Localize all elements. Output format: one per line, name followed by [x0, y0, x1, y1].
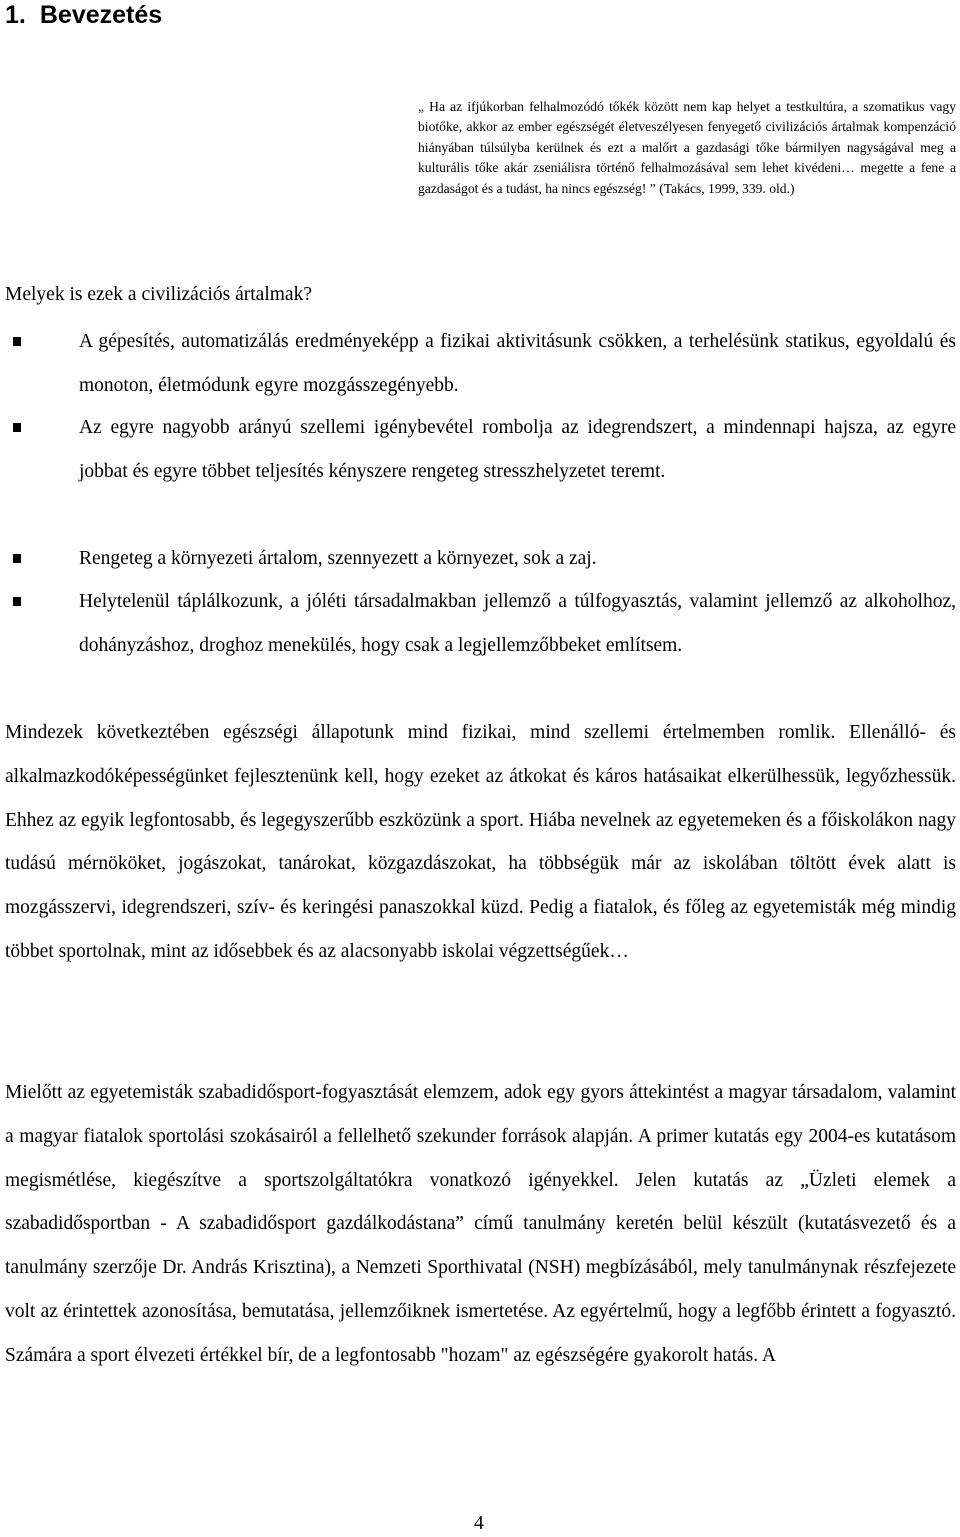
section-heading	[5, 0, 162, 30]
bullet-item	[79, 580, 956, 667]
square-bullet-icon	[13, 554, 21, 563]
square-bullet-icon	[13, 597, 21, 606]
body-paragraph: Mielőtt az egyetemisták szabadidősport-fogyasztását elemzem, adok egy gyors áttekintést a magyar társadalom, valamint a magyar fiatalok sportolási szokásairól a fellelhető szekunder források alapján. A primer kutatás egy 2004-es kutatásom megismétlése, kiegészítve a sportszolgáltatókra vonatkozó igényekkel. Jelen kutatás az „Üzleti elemek a szabadidősportban - A szabadidősport gazdálkodástana” című tanulmány keretén belül készült (kutatásvezető és a tanulmány szerzője Dr. András Krisztina), a Nemzeti Sporthivatal (NSH) megbízásából, mely tanulmánynak részfejezete volt az érintettek azonosítása, bemutatása, jellemzőiknek ismertetése. Az egyértelmű, hogy a legfőbb érintett a fogyasztó. Számára a sport élvezeti értékkel bír, de a legfontosabb "hozam" az egészségére gyakorolt hatás. A	[5, 1082, 956, 1366]
section-title: Bevezetés	[39, 1, 163, 29]
bullet-text: Az egyre nagyobb arányú szellemi igénybevétel rombolja az idegrendszert, a mindennapi hajsza, az egyre jobbat és egyre többet teljesítés kényszere rengeteg stresszhelyzetet teremt.	[79, 417, 956, 482]
bullet-text: Helytelenül táplálkozunk, a jóléti társadalmakban jellemző a túlfogyasztás, valamint jellemző az alkoholhoz, dohányzáshoz, droghoz menekülés, hogy csak a legjellemzőbbeket említsem.	[79, 591, 956, 656]
square-bullet-icon	[13, 337, 21, 346]
epigraph-quote: „ Ha az ifjúkorban felhalmozódó tőkék között nem kap helyet a testkultúra, a szomatikus vagy biotőke, akkor az ember egészségét életveszélyesen fenyegető civilizációs ártalmak kompenzáció hiányában túlsúlyba kerülnek és ezt a malőrt a gazdasági tőke bármilyen nagyságával meg a kulturális tőke akár zseniálisra történő felhalmozásával sem lehet kivédeni… megette a fene a gazdaságot és a tudást, ha nincs egészség! ” (Takács, 1999, 339. old.)	[418, 99, 956, 196]
bullet-item	[79, 320, 956, 407]
bullet-text: Rengeteg a környezeti ártalom, szennyezett a környezet, sok a zaj.	[79, 548, 597, 569]
bullet-item	[79, 537, 956, 581]
page-number: 4	[474, 1513, 484, 1534]
question-line: Melyek is ezek a civilizációs ártalmak?	[5, 284, 312, 305]
bullet-item	[79, 406, 956, 493]
bullet-text: A gépesítés, automatizálás eredményeképp a fizikai aktivitásunk csökken, a terhelésünk statikus, egyoldalú és monoton, életmódunk egyre mozgásszegényebb.	[79, 331, 956, 396]
body-paragraph: Mindezek következtében egészségi állapotunk mind fizikai, mind szellemi értelmemben romlik. Ellenálló- és alkalmazkodóképességünket fejlesztenünk kell, hogy ezeket az átkokat és káros hatásaikat elkerülhessük, legyőzhessük. Ehhez az egyik legfontosabb, és legegyszerűbb eszközünk a sport. Hiába nevelnek az egyetemeken és a főiskolákon nagy tudású mérnököket, jogászokat, tanárokat, közgazdászokat, ha többségük már az iskolában töltött évek alatt is mozgásszervi, idegrendszeri, szív- és keringési panaszokkal küzd. Pedig a fiatalok, és főleg az egyetemisták még mindig többet sportolnak, mint az idősebbek és az alacsonyabb iskolai végzettségűek…	[5, 722, 956, 962]
square-bullet-icon	[13, 423, 21, 432]
section-number: 1.	[5, 1, 26, 29]
